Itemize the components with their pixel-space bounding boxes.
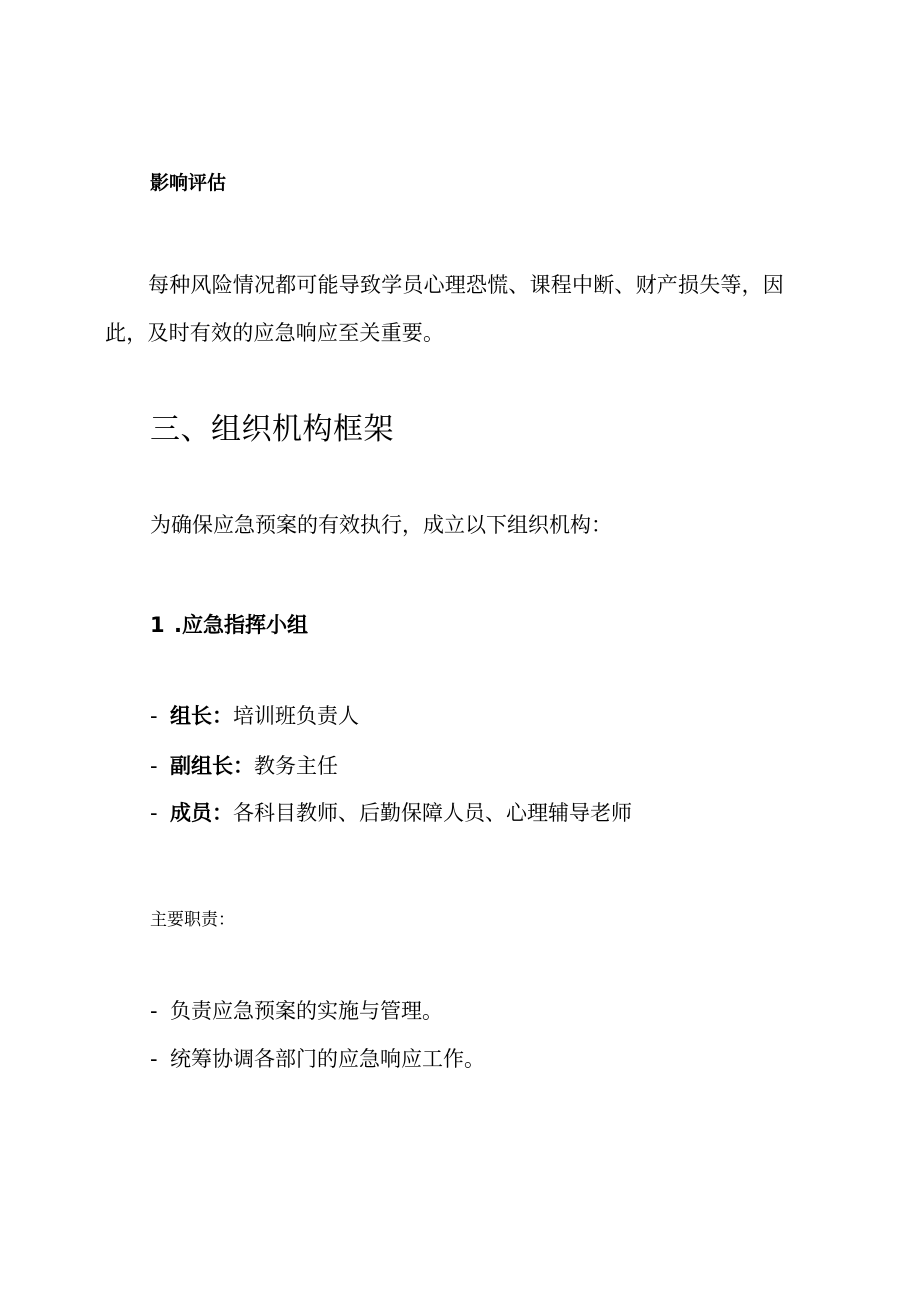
list-dash: - <box>150 1047 158 1071</box>
duty-text: 统筹协调各部门的应急响应工作。 <box>170 1047 485 1071</box>
member-role: 组长： <box>170 704 233 728</box>
list-item <box>150 996 443 1026</box>
list-dash: - <box>150 704 158 728</box>
member-role: 副组长： <box>170 754 254 778</box>
member-value: 培训班负责人 <box>233 704 359 728</box>
list-item <box>150 701 359 731</box>
list-dash: - <box>150 801 158 825</box>
member-role: 成员： <box>170 801 233 825</box>
impact-heading: 影响评估 <box>150 172 227 194</box>
member-value: 各科目教师、后勤保障人员、心理辅导老师 <box>233 801 632 825</box>
list-dash: - <box>150 754 158 778</box>
duties-heading: 主要职责： <box>150 910 235 930</box>
section-intro: 为确保应急预案的有效执行，成立以下组织机构： <box>150 513 612 537</box>
list-item <box>150 798 632 828</box>
impact-paragraph <box>105 261 805 357</box>
member-value: 教务主任 <box>254 754 338 778</box>
group-title: .应急指挥小组 <box>174 613 308 637</box>
section-heading: 三、组织机构框架 <box>150 412 394 447</box>
duty-text: 负责应急预案的实施与管理。 <box>170 999 443 1023</box>
group-heading <box>150 610 308 640</box>
list-item <box>150 1044 485 1074</box>
group-number: 1 <box>150 613 165 637</box>
impact-paragraph-text: 每种风险情况都可能导致学员心理恐慌、课程中断、财产损失等，因此，及时有效的应急响应至关重要。 <box>105 273 784 345</box>
list-item <box>150 751 338 781</box>
list-dash: - <box>150 999 158 1023</box>
